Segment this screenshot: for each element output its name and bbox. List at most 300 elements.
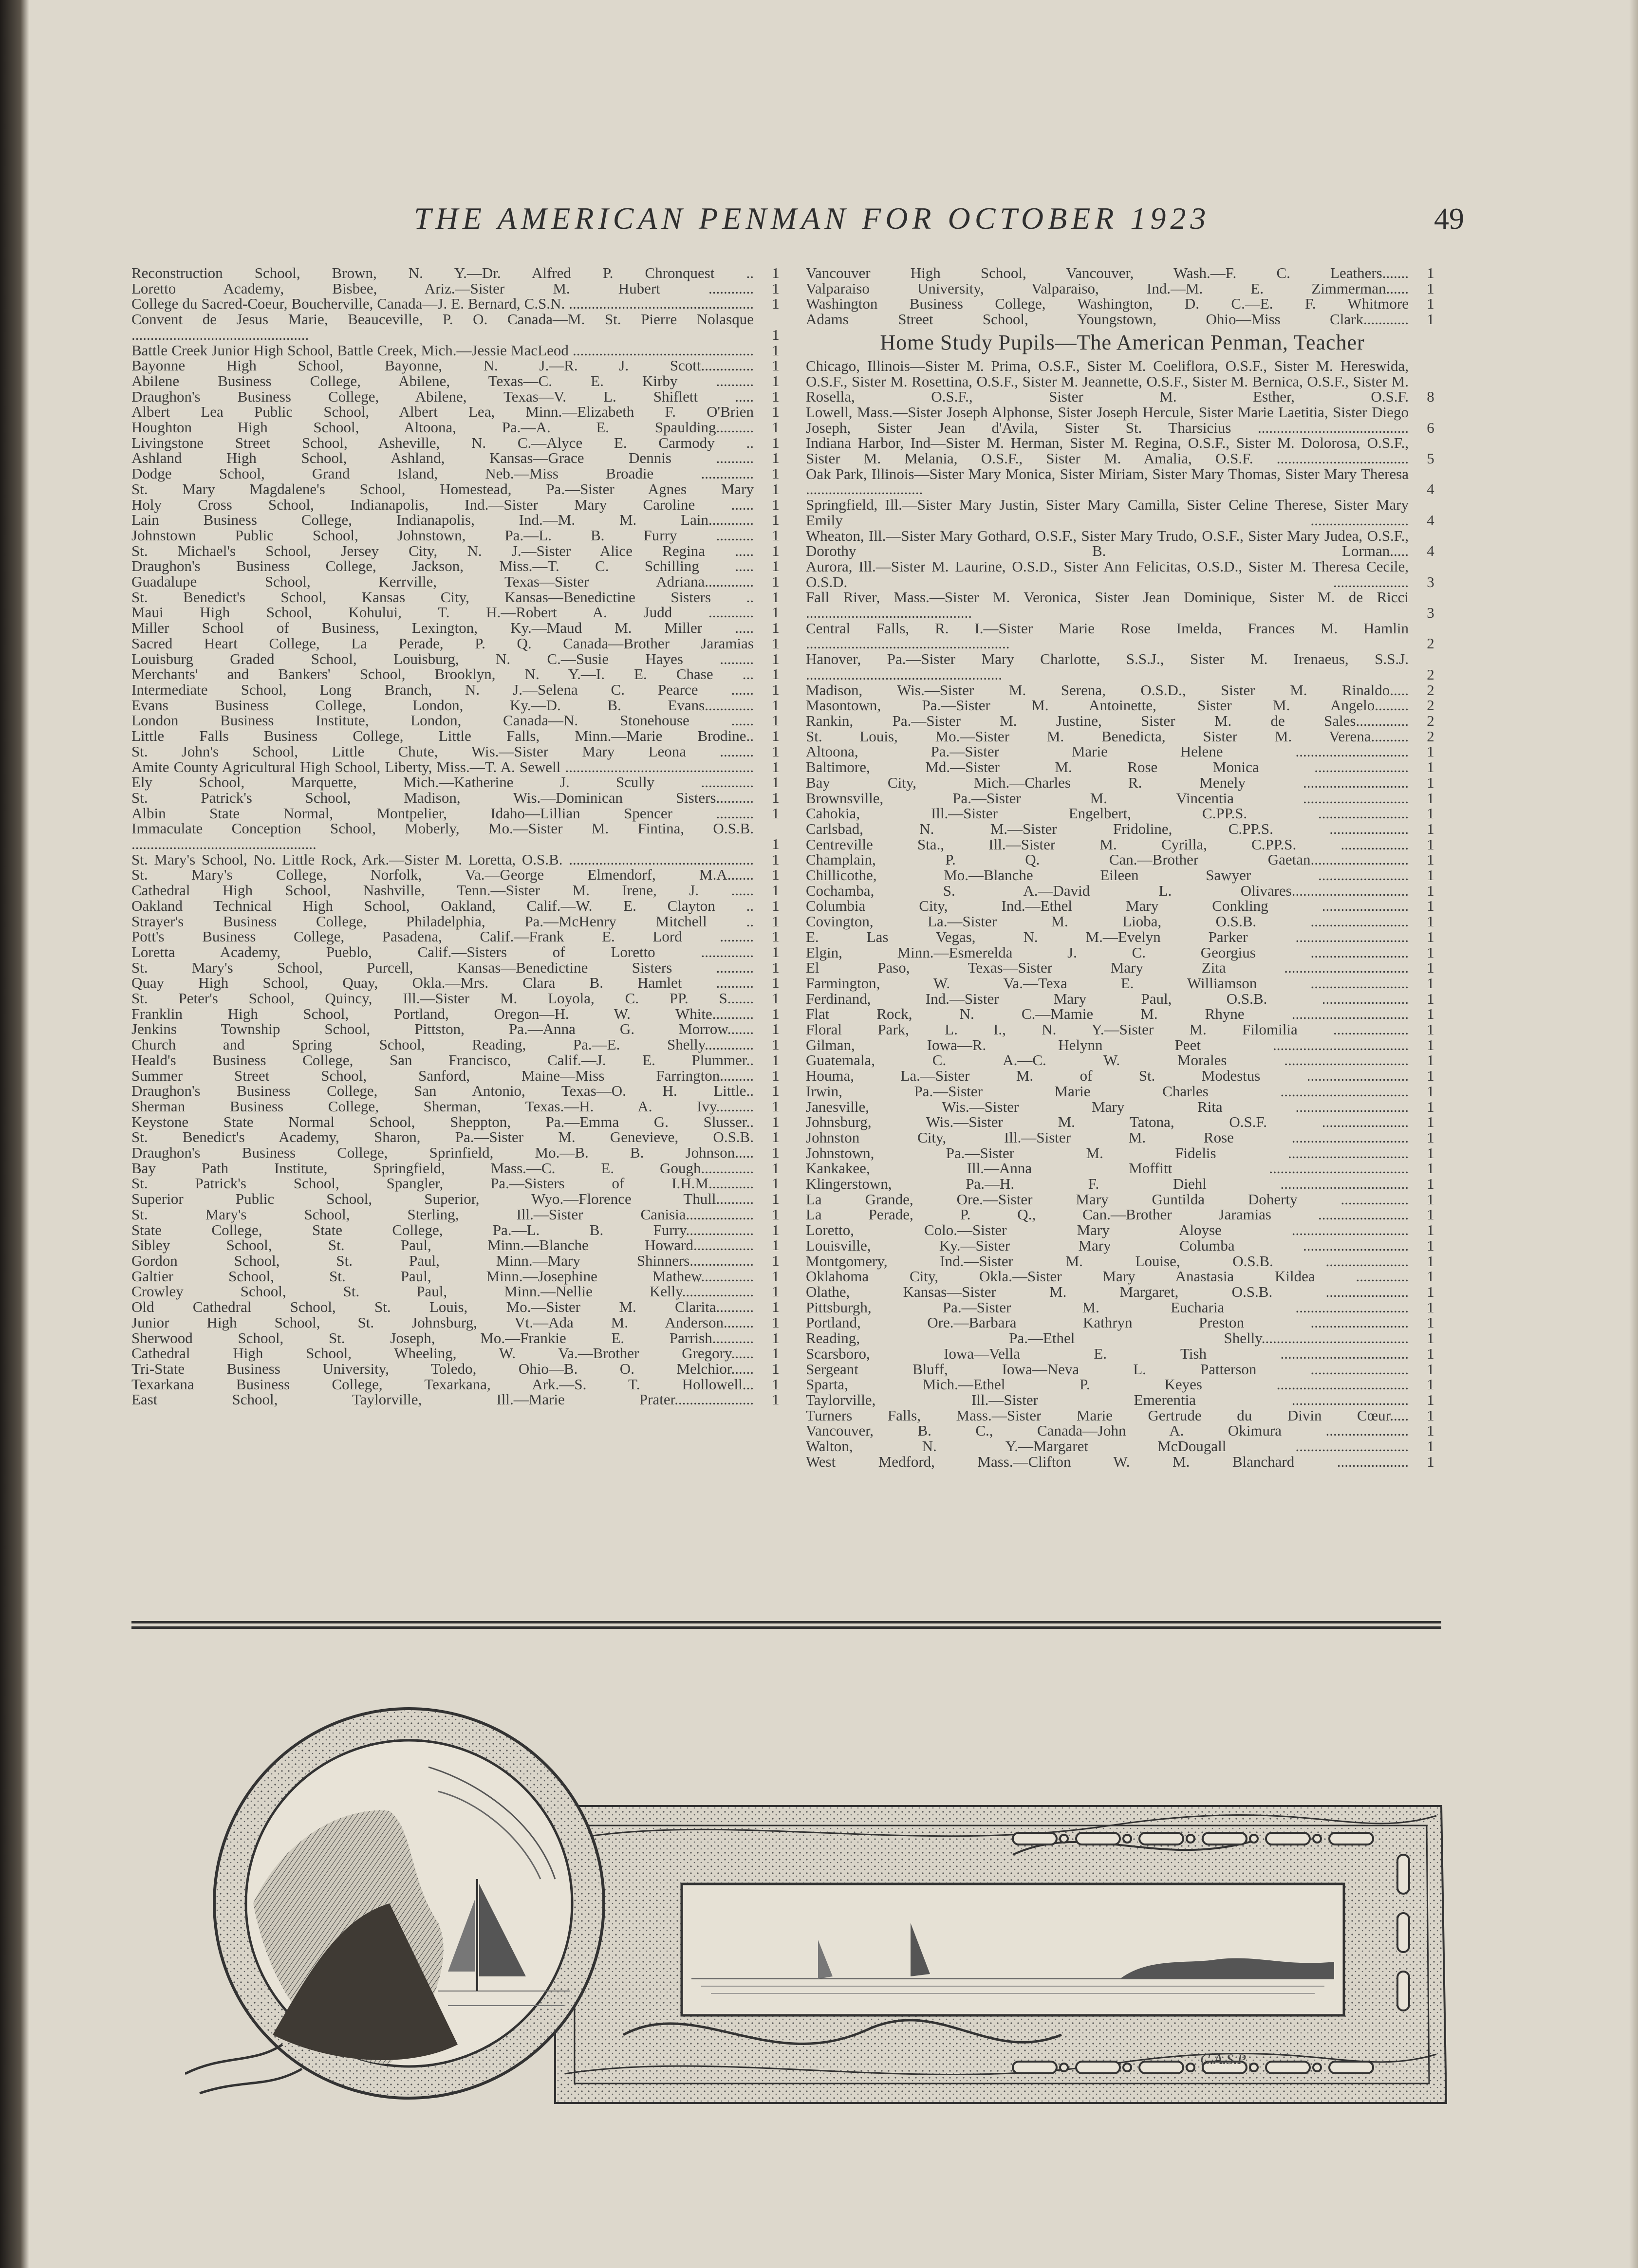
entry-count: 4 [1427, 542, 1434, 560]
list-item [806, 1346, 1439, 1362]
list-item [131, 821, 784, 851]
entry-count: 1 [772, 696, 780, 714]
entry-count: 4 [1427, 480, 1434, 498]
list-item [806, 1114, 1439, 1130]
entry-text: Irwin, Pa.—Sister Marie Charles .................................. [806, 1082, 1409, 1100]
entry-count: 1 [1427, 1067, 1434, 1085]
entry-text: Aurora, Ill.—Sister M. Laurine, O.S.D., Sister Ann Felicitas, O.S.D., Sister M. Theresa Cecile, O.S.D. .................... [806, 557, 1409, 590]
entry-text: Tri-State Business University, Toledo, Ohio—B. O. Melchior...... [131, 1360, 754, 1377]
entry-count: 1 [772, 1236, 780, 1254]
list-item [131, 605, 784, 620]
entry-text: El Paso, Texas—Sister Mary Zita ................................. [806, 959, 1409, 977]
entry-text: Turners Falls, Mass.—Sister Marie Gertrude du Divin Cœur..... [806, 1406, 1409, 1424]
entry-count: 1 [1427, 1283, 1434, 1300]
entry-count: 1 [772, 774, 780, 791]
entry-text: Galtier School, St. Paul, Minn.—Josephine Mathew.............. [131, 1267, 754, 1285]
entry-text: West Medford, Mass.—Clifton W. M. Blanchard ................... [806, 1453, 1409, 1470]
entry-count: 1 [772, 974, 780, 992]
entry-count: 2 [1427, 712, 1434, 729]
list-item [806, 1022, 1439, 1037]
entry-count: 1 [1427, 1422, 1434, 1439]
entry-count: 1 [772, 1067, 780, 1084]
entry-count: 1 [1427, 1128, 1434, 1146]
entry-count: 1 [772, 1375, 780, 1393]
entry-count: 1 [1427, 867, 1434, 884]
list-item [806, 1254, 1439, 1269]
list-item [806, 759, 1439, 775]
list-item [131, 1052, 784, 1068]
list-item [806, 1408, 1439, 1423]
list-item [131, 435, 784, 451]
entry-text: Reconstruction School, Brown, N. Y.—Dr. Alfred P. Chronquest .. [131, 264, 754, 281]
list-item [131, 1037, 784, 1052]
entry-count: 1 [1427, 1144, 1434, 1162]
entry-text: Strayer's Business College, Philadelphia, Pa.—McHenry Mitchell .. [131, 912, 754, 930]
entry-text: Covington, La.—Sister M. Lioba, O.S.B. .......................... [806, 913, 1409, 930]
list-item [131, 636, 784, 651]
entry-text: Floral Park, L. I., N. Y.—Sister M. Filomilia .................... [806, 1021, 1409, 1038]
entry-count: 1 [772, 1298, 780, 1316]
entry-count: 1 [1427, 1206, 1434, 1223]
entry-count: 1 [1427, 1252, 1434, 1270]
entry-count: 1 [772, 650, 780, 667]
entry-text: Springfield, Ill.—Sister Mary Justin, Sister Mary Camilla, Sister Celine Therese, Sister Mary Emily .......................... [806, 496, 1409, 529]
entry-count: 1 [772, 1267, 780, 1285]
entry-text: St. Mary's School, Sterling, Ill.—Sister Canisia.................. [131, 1205, 754, 1223]
list-item [806, 960, 1439, 976]
list-item [806, 729, 1439, 744]
entry-count: 2 [1427, 681, 1434, 699]
list-item [806, 713, 1439, 729]
entry-count: 1 [1427, 1329, 1434, 1347]
entry-count: 1 [772, 634, 780, 652]
entry-text: Cahokia, Ill.—Sister Engelbert, C.PP.S. ........................ [806, 805, 1409, 822]
entry-text: Bay Path Institute, Springfield, Mass.—C. E. Gough.............. [131, 1159, 754, 1177]
entry-text: Lain Business College, Indianapolis, Ind.—M. M. Lain............ [131, 511, 754, 529]
entry-text: Montgomery, Ind.—Sister M. Louise, O.S.B. ...................... [806, 1252, 1409, 1270]
list-item [131, 1176, 784, 1191]
entry-text: Immaculate Conception School, Moberly, Mo.—Sister M. Fintina, O.S.B. ................................................. [131, 820, 754, 853]
entry-count: 1 [1427, 835, 1434, 853]
entry-count: 1 [1427, 1268, 1434, 1285]
list-item [806, 914, 1439, 929]
list-item [131, 1361, 784, 1377]
list-item [131, 281, 784, 296]
entry-text: Houma, La.—Sister M. of St. Modestus ........................... [806, 1067, 1409, 1085]
entry-text: Janesville, Wis.—Sister Mary Rita .............................. [806, 1098, 1409, 1115]
entry-text: Chicago, Illinois—Sister M. Prima, O.S.F., Sister M. Coeliflora, O.S.F., Sister M. Hereswida, O.S.F., Sister M. Rosettina, O.S.F., Sister M. Jeannette, O.S.F., Sister M. Bernica, O.S.F., Sister M. Rosella, O.S.F., Sister M. Esther, O.S.F. [806, 357, 1409, 406]
list-item [131, 883, 784, 898]
entry-count: 2 [1427, 635, 1434, 652]
list-item [806, 497, 1439, 528]
entry-count: 1 [1427, 943, 1434, 961]
entry-text: Loretto, Colo.—Sister Mary Aloyse ............................... [806, 1221, 1409, 1239]
entry-text: Guadalupe School, Kerrville, Texas—Sister Adriana............. [131, 573, 754, 590]
entry-text: Taylorville, Ill.—Sister Emerentia ............................... [806, 1391, 1409, 1408]
entry-text: Summer Street School, Sanford, Maine—Miss Farrington......... [131, 1067, 754, 1084]
entry-count: 1 [772, 1113, 780, 1130]
list-item [131, 759, 784, 775]
entry-count: 1 [1427, 1391, 1434, 1408]
right-column [806, 265, 1439, 1469]
entry-count: 1 [772, 912, 780, 930]
entry-count: 1 [1427, 1453, 1434, 1470]
entry-text: Ferdinand, Ind.—Sister Mary Paul, O.S.B. ....................... [806, 990, 1409, 1007]
list-item [806, 806, 1439, 821]
entry-count: 1 [1427, 311, 1434, 328]
entry-count: 1 [772, 1020, 780, 1038]
entry-text: Dodge School, Grand Island, Neb.—Miss Broadie .............. [131, 465, 754, 482]
list-item [806, 651, 1439, 682]
entry-text: Klingerstown, Pa.—H. F. Diehl .................................. [806, 1175, 1409, 1193]
entry-text: Oklahoma City, Okla.—Sister Mary Anastasia Kildea .............. [806, 1268, 1409, 1285]
list-item [131, 373, 784, 389]
list-item [131, 1253, 784, 1269]
entry-text: Loretto Academy, Bisbee, Ariz.—Sister M. Hubert ............ [131, 279, 754, 297]
entry-text: Cathedral High School, Wheeling, W. Va.—Brother Gregory...... [131, 1345, 754, 1362]
list-item [131, 620, 784, 636]
entry-count: 1 [1427, 295, 1434, 313]
list-item [806, 1207, 1439, 1222]
entry-text: St. Mary's School, No. Little Rock, Ark.—Sister M. Loretta, O.S.B. ................................................. [131, 850, 754, 868]
list-item [131, 1083, 784, 1099]
entry-count: 1 [772, 403, 780, 421]
book-spine-shadow [0, 0, 29, 2268]
list-item [131, 543, 784, 559]
entry-count: 1 [772, 1005, 780, 1022]
list-item [131, 358, 784, 373]
list-item [131, 728, 784, 744]
list-item [131, 1346, 784, 1361]
list-item [806, 1238, 1439, 1254]
list-item [806, 1052, 1439, 1068]
entry-text: Sacred Heart College, La Perade, P. Q. Canada—Brother Jaramias [131, 634, 754, 652]
list-item [806, 837, 1439, 852]
entry-count: 1 [1427, 1236, 1434, 1254]
list-item [131, 852, 784, 867]
entry-text: St. Mary's School, Purcell, Kansas—Benedictine Sisters .......... [131, 959, 754, 976]
list-item [806, 945, 1439, 960]
entry-count: 1 [772, 665, 780, 683]
list-item [131, 1161, 784, 1176]
entry-text: La Grande, Ore.—Sister Mary Guntilda Doherty .................. [806, 1190, 1409, 1208]
list-item [806, 1006, 1439, 1022]
entry-count: 1 [1427, 1098, 1434, 1115]
entry-text: London Business Institute, London, Canada—N. Stonehouse ...... [131, 712, 754, 729]
entry-text: State College, State College, Pa.—L. B. Furry.................. [131, 1221, 754, 1238]
inset-seascape-panel [682, 1884, 1344, 2015]
entry-text: Louisburg Graded School, Louisburg, N. C.—Susie Hayes ......... [131, 650, 754, 667]
entry-text: Albert Lea Public School, Albert Lea, Minn.—Elizabeth F. O'Brien [131, 403, 754, 421]
entry-count: 1 [772, 1313, 780, 1331]
entry-count: 1 [772, 526, 780, 544]
entry-text: Sergeant Bluff, Iowa—Neva L. Patterson .......................... [806, 1360, 1409, 1378]
entry-text: Wheaton, Ill.—Sister Mary Gothard, O.S.F., Sister Mary Trudo, O.S.F., Sister Mary Judea, O.S.F., Dorothy B. Lorman..... [806, 527, 1409, 560]
entry-count: 1 [772, 419, 780, 436]
entry-count: 1 [772, 604, 780, 621]
entry-text: Holy Cross School, Indianapolis, Ind.—Sister Mary Caroline ...... [131, 496, 754, 513]
list-item [131, 806, 784, 821]
list-item [131, 450, 784, 466]
list-item [806, 621, 1439, 651]
entry-count: 1 [772, 959, 780, 976]
list-item [131, 682, 784, 698]
list-item [806, 265, 1439, 281]
entry-text: St. Patrick's School, Madison, Wis.—Dominican Sisters.......... [131, 789, 754, 806]
entry-count: 1 [772, 1205, 780, 1223]
list-item [131, 991, 784, 1006]
entry-text: Gilman, Iowa—R. Helynn Peet .................................... [806, 1036, 1409, 1053]
entry-text: Farmington, W. Va.—Texa E. Williamson .......................... [806, 974, 1409, 992]
list-item [131, 1269, 784, 1284]
entry-count: 1 [1427, 1175, 1434, 1193]
list-item [131, 666, 784, 682]
entry-text: Junior High School, St. Johnsburg, Vt.—Ada M. Anderson........ [131, 1313, 754, 1331]
entry-count: 1 [1427, 851, 1434, 868]
list-item [806, 1377, 1439, 1392]
entry-text: St. Peter's School, Quincy, Ill.—Sister M. Loyola, C. PP. S....... [131, 990, 754, 1007]
list-item [806, 791, 1439, 806]
list-item [131, 1284, 784, 1299]
entry-count: 1 [772, 279, 780, 297]
entry-text: Merchants' and Bankers' School, Brooklyn, N. Y.—I. E. Chase ... [131, 665, 754, 683]
entry-count: 1 [1427, 1360, 1434, 1378]
entry-count: 1 [1427, 897, 1434, 915]
entry-text: Valparaiso University, Valparaiso, Ind.—M. E. Zimmerman...... [806, 279, 1409, 297]
entry-count: 1 [772, 588, 780, 606]
list-item [131, 944, 784, 960]
entry-text: Maui High School, Kohului, T. H.—Robert A. Judd ............ [131, 604, 754, 621]
entry-count: 1 [772, 1391, 780, 1408]
list-item [131, 1299, 784, 1315]
list-item [131, 512, 784, 528]
list-item [131, 265, 784, 281]
list-item [131, 867, 784, 883]
list-item [131, 929, 784, 944]
entry-count: 1 [772, 326, 780, 343]
entry-count: 1 [772, 928, 780, 945]
list-item [806, 296, 1439, 312]
entry-text: St. Benedict's Academy, Sharon, Pa.—Sister M. Genevieve, O.S.B. [131, 1128, 754, 1146]
entry-text: Johnstown, Pa.—Sister M. Fidelis ................................ [806, 1144, 1409, 1162]
entry-text: Little Falls Business College, Little Falls, Minn.—Marie Brodine.. [131, 727, 754, 745]
entry-text: Amite County Agricultural High School, Liberty, Miss.—T. A. Sewell .................................................. [131, 758, 754, 775]
entry-count: 1 [772, 511, 780, 529]
entry-text: Sherwood School, St. Joseph, Mo.—Frankie E. Parrish........... [131, 1329, 754, 1346]
list-item [131, 389, 784, 405]
entry-count: 1 [1427, 913, 1434, 930]
list-item [806, 1145, 1439, 1161]
list-item [131, 1006, 784, 1022]
entry-count: 1 [772, 573, 780, 590]
list-item [806, 976, 1439, 991]
list-item [131, 1222, 784, 1238]
entry-count: 1 [772, 357, 780, 374]
entry-text: Johnstown Public School, Johnstown, Pa.—L. B. Furry .......... [131, 526, 754, 544]
list-item [806, 682, 1439, 698]
entry-count: 1 [1427, 805, 1434, 822]
entry-count: 1 [772, 434, 780, 451]
list-item [131, 466, 784, 481]
entry-text: Chillicothe, Mo.—Blanche Eileen Sawyer ........................ [806, 867, 1409, 884]
list-item [806, 1222, 1439, 1238]
entry-count: 1 [1427, 758, 1434, 776]
entry-text: Oakland Technical High School, Oakland, Calif.—W. E. Clayton .. [131, 897, 754, 914]
list-item [131, 975, 784, 991]
list-item [806, 821, 1439, 837]
list-item [806, 1362, 1439, 1377]
entry-count: 2 [1427, 727, 1434, 745]
entry-count: 1 [772, 557, 780, 575]
entry-text: St. Patrick's School, Spangler, Pa.—Sisters of I.H.M............ [131, 1175, 754, 1192]
entry-text: Livingstone Street School, Asheville, N. C.—Alyce E. Carmody .. [131, 434, 754, 451]
entry-count: 1 [772, 1128, 780, 1146]
list-item [131, 1191, 784, 1207]
entry-count: 1 [772, 1175, 780, 1192]
entry-text: Baltimore, Md.—Sister M. Rose Monica ......................... [806, 758, 1409, 776]
list-item [131, 558, 784, 574]
entry-text: Elgin, Minn.—Esmerelda J. C. Georgius .......................... [806, 943, 1409, 961]
entry-count: 1 [772, 449, 780, 467]
list-item [806, 1269, 1439, 1284]
list-item [131, 914, 784, 929]
entry-count: 1 [772, 681, 780, 698]
entry-count: 1 [772, 897, 780, 914]
list-item [131, 713, 784, 728]
entry-count: 1 [772, 990, 780, 1007]
entry-text: Scarsboro, Iowa—Vella E. Tish .................................. [806, 1345, 1409, 1362]
entry-count: 1 [1427, 1314, 1434, 1331]
entry-count: 1 [1427, 1005, 1434, 1023]
entry-count: 5 [1427, 450, 1434, 467]
entry-count: 1 [772, 742, 780, 760]
entry-text: Walton, N. Y.—Margaret McDougall .............................. [806, 1438, 1409, 1455]
entry-count: 1 [1427, 1160, 1434, 1177]
entry-text: Bay City, Mich.—Charles R. Menely ............................ [806, 774, 1409, 791]
list-item [806, 883, 1439, 899]
entry-text: Washington Business College, Washington, D. C.—E. F. Whitmore [806, 295, 1409, 313]
entry-text: Indiana Harbor, Ind—Sister M. Herman, Sister M. Regina, O.S.F., Sister M. Dolorosa, O.S.F., Sister M. Melania, O.S.F., Sister M. Amalia, O.S.F. ................................... [806, 434, 1409, 467]
list-item [806, 1068, 1439, 1084]
entry-count: 1 [772, 1252, 780, 1269]
list-item [806, 1130, 1439, 1145]
entry-text: Ely School, Marquette, Mich.—Katherine J. Scully .............. [131, 774, 754, 791]
list-item [131, 744, 784, 759]
entry-text: Guatemala, C. A.—C. W. Morales ................................. [806, 1051, 1409, 1069]
entry-count: 1 [1427, 1190, 1434, 1208]
entry-count: 1 [772, 1051, 780, 1069]
entry-text: Superior Public School, Superior, Wyo.—Florence Thull.......... [131, 1190, 754, 1208]
entry-text: Johnsburg, Wis.—Sister M. Tatona, O.S.F. ....................... [806, 1113, 1409, 1131]
entry-count: 1 [1427, 1082, 1434, 1100]
list-item [131, 1237, 784, 1253]
list-item [806, 405, 1439, 435]
entry-count: 3 [1427, 604, 1434, 622]
list-item [131, 774, 784, 790]
entry-text: Columbia City, Ind.—Ethel Mary Conkling ....................... [806, 897, 1409, 915]
entry-text: Convent de Jesus Marie, Beauceville, P. O. Canada—M. St. Pierre Nolasque ............................................... [131, 311, 754, 343]
entry-count: 1 [772, 480, 780, 498]
right-column-school-list [806, 265, 1439, 327]
list-item [806, 1099, 1439, 1115]
list-item [806, 1392, 1439, 1408]
entry-count: 1 [1427, 1051, 1434, 1069]
list-item [131, 960, 784, 976]
entry-count: 1 [772, 835, 780, 853]
list-item [806, 559, 1439, 590]
entry-text: Rankin, Pa.—Sister M. Justine, Sister M. de Sales.............. [806, 712, 1409, 729]
list-item [131, 1129, 784, 1145]
entry-text: Pittsburgh, Pa.—Sister M. Eucharia .............................. [806, 1298, 1409, 1316]
list-item [806, 1438, 1439, 1454]
list-item [806, 991, 1439, 1007]
entry-count: 1 [772, 1082, 780, 1100]
entry-text: Centreville Sta., Ill.—Sister M. Cyrilla, C.PP.S. .................. [806, 835, 1409, 853]
entry-text: Adams Street School, Youngstown, Ohio—Miss Clark............ [806, 311, 1409, 328]
list-item [806, 1037, 1439, 1053]
list-item [131, 528, 784, 543]
entry-count: 1 [772, 295, 780, 313]
list-item [806, 312, 1439, 327]
entry-count: 1 [1427, 820, 1434, 837]
entry-text: Abilene Business College, Abilene, Texas—C. E. Kirby .......... [131, 372, 754, 389]
entry-count: 1 [1427, 1221, 1434, 1239]
entry-count: 1 [1427, 774, 1434, 791]
list-item [806, 435, 1439, 466]
entry-text: St. Mary Magdalene's School, Homestead, Pa.—Sister Agnes Mary [131, 480, 754, 498]
list-item [806, 528, 1439, 559]
entry-count: 1 [1427, 1406, 1434, 1424]
entry-count: 1 [772, 882, 780, 899]
entry-text: Church and Spring School, Reading, Pa.—E. Shelly............. [131, 1036, 754, 1053]
list-item [806, 867, 1439, 883]
entry-text: St. Benedict's School, Kansas City, Kansas—Benedictine Sisters .. [131, 588, 754, 606]
entry-text: St. Louis, Mo.—Sister M. Benedicta, Sister M. Verena.......... [806, 727, 1409, 745]
entry-count: 1 [772, 1144, 780, 1162]
list-item [806, 1454, 1439, 1470]
entry-count: 1 [772, 712, 780, 729]
entry-text: Albin State Normal, Montpelier, Idaho—Lillian Spencer .......... [131, 804, 754, 822]
entry-count: 1 [772, 465, 780, 482]
entry-text: Sherman Business College, Sherman, Texas.—H. A. Ivy.......... [131, 1097, 754, 1115]
entry-count: 1 [1427, 279, 1434, 297]
list-item [131, 590, 784, 605]
entry-count: 1 [772, 866, 780, 884]
entry-text: Miller School of Business, Lexington, Ky.—Maud M. Miller ..... [131, 619, 754, 637]
entry-text: Battle Creek Junior High School, Battle Creek, Mich.—Jessie MacLeod ................................................ [131, 341, 754, 359]
entry-text: Houghton High School, Altoona, Pa.—A. E. Spaulding.......... [131, 419, 754, 436]
left-column-school-list [131, 265, 784, 1407]
entry-count: 1 [772, 1190, 780, 1208]
entry-count: 6 [1427, 419, 1434, 436]
list-item [806, 466, 1439, 497]
list-item [131, 1145, 784, 1161]
entry-text: Keystone State Normal School, Sheppton, Pa.—Emma G. Slusser.. [131, 1113, 754, 1130]
entry-count: 1 [1427, 1298, 1434, 1316]
entry-count: 1 [772, 619, 780, 637]
entry-text: Vancouver High School, Vancouver, Wash.—F. C. Leathers....... [806, 264, 1409, 281]
entry-text: Crowley School, St. Paul, Minn.—Nellie Kelly................... [131, 1283, 754, 1300]
entry-text: Intermediate School, Long Branch, N. J.—Selena C. Pearce ...... [131, 681, 754, 698]
list-item [806, 1315, 1439, 1330]
entry-count: 1 [772, 542, 780, 559]
list-item [806, 1330, 1439, 1346]
list-item [806, 852, 1439, 867]
entry-count: 1 [772, 1283, 780, 1300]
entry-count: 1 [1427, 928, 1434, 945]
entry-text: Reading, Pa.—Ethel Shelly....................................... [806, 1329, 1409, 1347]
entry-count: 1 [1427, 1036, 1434, 1053]
